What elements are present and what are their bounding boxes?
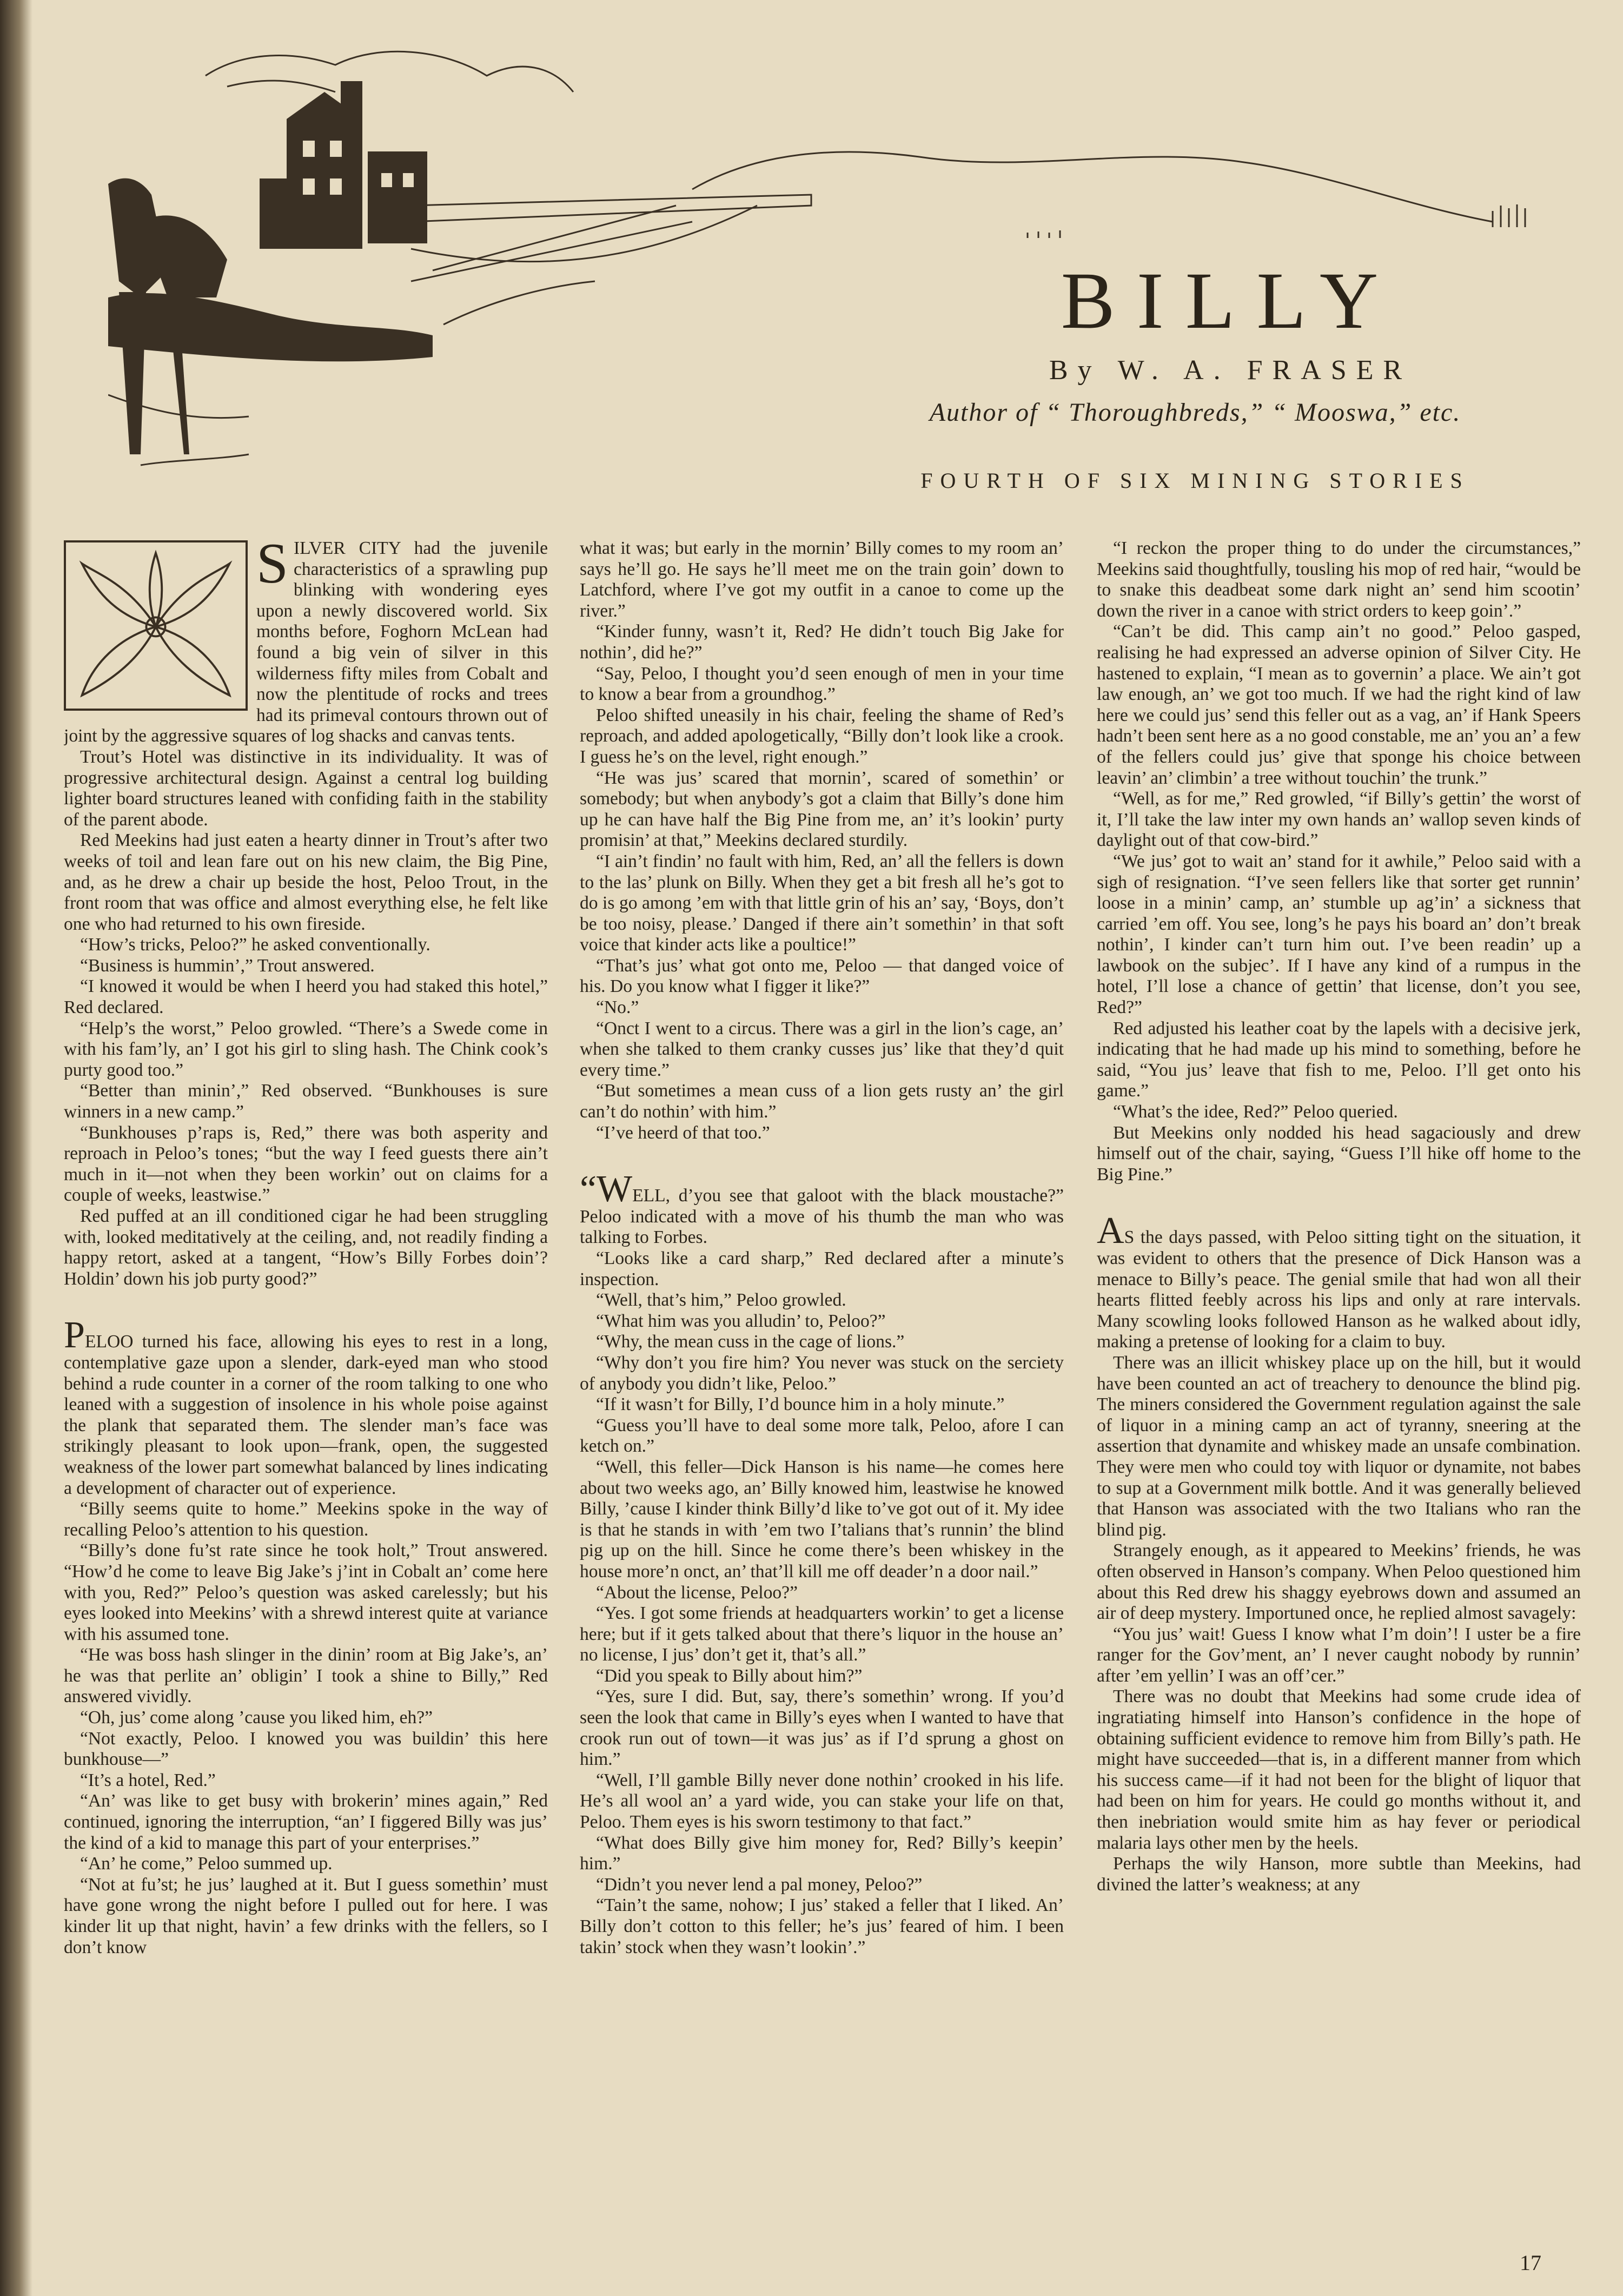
- paragraph-text: “It’s a hotel, Red.”: [80, 1770, 216, 1790]
- article-paragraph: [580, 1895, 1064, 1958]
- paragraph-text: “Didn’t you never lend a pal money, Peloo?”: [596, 1874, 923, 1895]
- article-paragraph: [580, 1686, 1064, 1770]
- paragraph-text: “Not exactly, Peloo. I knowed you was buildin’ this here bunkhouse—”: [64, 1728, 548, 1770]
- section-gap: [1097, 1185, 1581, 1223]
- article-paragraph: [64, 1081, 548, 1122]
- paragraph-text: ELL, d’you see that galoot with the black moustache?” Peloo indicated with a move of his thumb the man who was talking to Forbes.: [580, 1186, 1064, 1248]
- paragraph-text: “Billy’s done fu’st rate since he took holt,” Trout answered. “How’d he come to leave Big Jake’s j’int in Cobalt an’ come here with you, Red?” Peloo’s question was asked carelessly; but his eyes looked into Meekins’ with a shrewd interest quite at variance with his assumed tone.: [64, 1540, 548, 1644]
- paragraph-text: Perhaps the wily Hanson, more subtle than Meekins, had divined the latter’s weakness; at any: [1097, 1854, 1581, 1895]
- paragraph-text: “I ain’t findin’ no fault with him, Red, an’ all the fellers is down to the las’ plunk on Billy. When they get a bit fresh all he’s got to do is go among ’em with that little grin of his an’ say, ‘Boys, don’t be too noisy, please.’ Danged if there ain’t somethin’ in that soft voice that kinder acts like a poultice!”: [580, 851, 1064, 955]
- article-paragraph: [580, 621, 1064, 663]
- article-paragraph: [580, 997, 1064, 1018]
- article-paragraph: [1097, 789, 1581, 851]
- article-paragraph: [64, 1854, 548, 1875]
- article-paragraph: [64, 1499, 548, 1540]
- article-paragraph: [580, 1168, 1064, 1248]
- paragraph-text: Red puffed at an ill conditioned cigar he had been struggling with, looked meditatively at the ceiling, and, not readily finding a happy retort, asked at a tangent, “How’s Billy Forbes doin’? Holdin’ down his job purty good?”: [64, 1206, 548, 1289]
- paragraph-text: “Well, I’ll gamble Billy never done nothin’ crooked in his life. He’s all wool an’ a yard wide, you can stake your life on that, Peloo. Them eyes is his sworn testimony to that fact.”: [580, 1770, 1064, 1832]
- article-paragraph: [580, 1018, 1064, 1081]
- article-paragraph: [580, 1394, 1064, 1415]
- article-paragraph: [64, 747, 548, 830]
- paragraph-text: Peloo shifted uneasily in his chair, feeling the shame of Red’s reproach, and added apologetically, “Billy don’t look like a crook. I guess he’s on the level, right enough.”: [580, 705, 1064, 767]
- article-paragraph: [580, 1875, 1064, 1896]
- article-paragraph: [1097, 1854, 1581, 1895]
- paragraph-text: “If it wasn’t for Billy, I’d bounce him in a holy minute.”: [596, 1394, 1005, 1415]
- article-paragraph: [580, 1123, 1064, 1144]
- paragraph-text: “Well, this feller—Dick Hanson is his name—he comes here about two weeks ago, an’ Billy knowed him, leastwise he knowed Billy, ’cause I kinder think Billy’d like to’ve got out of it. My idee is that he stands in with ’em two I’talians that’s runnin’ the blind pig up on the hill. Since he come there’s been whiskey in the house more’n onct, an’ that’ll kill me off deader’n a door nail.”: [580, 1457, 1064, 1582]
- paragraph-text: “Well, as for me,” Red growled, “if Billy’s gettin’ the worst of it, I’ll take the law inter my own hands an’ wallop seven kinds of daylight out of that cow-bird.”: [1097, 789, 1581, 851]
- paragraph-text: “Tain’t the same, nohow; I jus’ staked a feller that I liked. An’ Billy don’t cotton to this feller; he’s jus’ feared of him. I been takin’ stock when they wasn’t lookin’.”: [580, 1895, 1064, 1957]
- paragraph-text: “But sometimes a mean cuss of a lion gets rusty an’ the girl can’t do nothin’ with him.”: [580, 1081, 1064, 1122]
- paragraph-text: Red adjusted his leather coat by the lapels with a decisive jerk, indicating that he had made up his mind to something, before he said, “You jus’ leave that fish to me, Peloo. I’ll get onto his game.”: [1097, 1018, 1581, 1101]
- paragraph-text: Trout’s Hotel was distinctive in its individuality. It was of progressive architectural design. Against a central log building lighter board structures leaned with confiding faith in the stability of the parent abode.: [64, 746, 548, 830]
- paragraph-text: “What does Billy give him money for, Red? Billy’s keepin’ him.”: [580, 1832, 1064, 1874]
- byline: By W. A. FRASER: [1049, 355, 1412, 386]
- article-paragraph: [580, 664, 1064, 705]
- initial-letter: A: [1097, 1210, 1124, 1252]
- article-paragraph: [580, 1833, 1064, 1875]
- article-paragraph: [580, 1081, 1064, 1122]
- article-paragraph: [64, 1018, 548, 1081]
- article-paragraph: [580, 1666, 1064, 1687]
- paragraph-text: “Bunkhouses p’raps is, Red,” there was both asperity and reproach in Peloo’s tones; “but the way I feed guests there ain’t much in it—not when they been workin’ out on claims for a couple of weeks, leastwise.”: [64, 1122, 548, 1206]
- paragraph-text: “About the license, Peloo?”: [596, 1582, 798, 1603]
- section-gap: [64, 1289, 548, 1327]
- paragraph-text: ILVER CITY had the juvenile characteristics of a sprawling pup blinking with wondering eyes upon a newly discovered world. Six months before, Foghorn McLean had found a big vein of silver in this wilderness fifty miles from Cobalt and now the plentitude of rocks and trees had its primeval contours thrown out of joint by the aggressive squares of log shacks and canvas tents.: [64, 538, 548, 746]
- article-paragraph: [580, 538, 1064, 621]
- paragraph-text: ELOO turned his face, allowing his eyes to rest in a long, contemplative gaze upon a slender, dark-eyed man who stood behind a rude counter in a corner of the room talking to one who leaned with a suggestion of insolence in his whole poise against the plank that separated them. The slender man’s face was strikingly pleasant to look upon—frank, open, the suggested weakness of the lower part somewhat balanced by lines indicating a development of character out of experience.: [64, 1332, 548, 1498]
- paragraph-text: “We jus’ got to wait an’ stand for it awhile,” Peloo said with a sigh of resignation. “I’ve seen fellers like that sorter get runnin’ loose in a minin’ camp, an’ stumble up ag’in’ a sickness that carried ’em off. You see, long’s he pays his board an’ don’t break nothin’, I kinder can’t turn him out. I’ve been readin’ up a lawbook on the subjec’. If I have any kind of a rumpus in the hotel, I’ll lose a chance of gettin’ that license, don’t you see, Red?”: [1097, 851, 1581, 1018]
- paragraph-text: “What’s the idee, Red?” Peloo queried.: [1113, 1102, 1398, 1122]
- paragraph-text: “Yes. I got some friends at headquarters workin’ to get a license here; but if it gets talked about that there’s liquor in the house an’ no license, I jus’ don’t get it, that’s all.”: [580, 1603, 1064, 1665]
- article-paragraph: [1097, 1353, 1581, 1540]
- article-paragraph: [580, 1248, 1064, 1290]
- paragraph-text: “How’s tricks, Peloo?” he asked conventionally.: [80, 935, 430, 955]
- article-paragraph: [64, 1314, 548, 1499]
- article-paragraph: [64, 935, 548, 956]
- article-paragraph: [580, 1603, 1064, 1666]
- article-paragraph: [580, 1311, 1064, 1332]
- article-paragraph: [1097, 1123, 1581, 1186]
- paragraph-text: “I reckon the proper thing to do under the circumstances,” Meekins said thoughtfully, tousling his mop of red hair, “would be to snake this deadbeat some dark night an’ send him scootin’ down the river in a canoe with strict orders to keep goin’.”: [1097, 538, 1581, 621]
- paragraph-text: “An’ he come,” Peloo summed up.: [80, 1854, 333, 1874]
- paragraph-text: Strangely enough, as it appeared to Meekins’ friends, he was often observed in Hanson’s company. When Peloo questioned him about this Red drew his shaggy eyebrows down and assumed an air of deep mystery. Importuned once, he replied almost savagely:: [1097, 1540, 1581, 1624]
- initial-letter: S: [256, 538, 288, 595]
- paragraph-text: There was no doubt that Meekins had some crude idea of ingratiating himself into Hanson’s confidence in the hope of obtaining sufficient evidence to remove him from Billy’s path. He might have succeeded—that is, in a different manner from which his success came—if it had not been for the blight of liquor that had been on him for years. He could go months without it, and then inebriation would smite him as hay fever or periodical malaria lays other men by the heels.: [1097, 1686, 1581, 1853]
- page-number: 17: [1520, 2251, 1541, 2275]
- paragraph-text: “You jus’ wait! Guess I know what I’m doin’! I uster be a fire ranger for the Gov’ment, an’ I never caught nobody by runnin’ after ’em yellin’ I was an off’cer.”: [1097, 1624, 1581, 1686]
- article-paragraph: [580, 705, 1064, 768]
- paragraph-text: what it was; but early in the mornin’ Billy comes to my room an’ says he’ll go. He says he’ll meet me on the train goin’ down to Latchford, where I’ve got my outfit in a canoe to come up the river.”: [580, 538, 1064, 621]
- text-column-1: [64, 538, 548, 2231]
- paragraph-text: “Kinder funny, wasn’t it, Red? He didn’t touch Big Jake for nothin’, did he?”: [580, 621, 1064, 663]
- article-paragraph: [1097, 1624, 1581, 1687]
- paragraph-text: “Oh, jus’ come along ’cause you liked him, eh?”: [80, 1708, 433, 1728]
- paragraph-text: “Why don’t you fire him? You never was stuck on the serciety of anybody you didn’t like, Peloo.”: [580, 1352, 1064, 1394]
- article-paragraph: [1097, 1686, 1581, 1854]
- text-column-2: [580, 538, 1064, 2231]
- text-column-3: [1097, 538, 1581, 2231]
- paragraph-text: “Better than minin’,” Red observed. “Bunkhouses is sure winners in a new camp.”: [64, 1081, 548, 1122]
- article-paragraph: [580, 1332, 1064, 1353]
- article-paragraph: [1097, 851, 1581, 1018]
- paragraph-text: “He was boss hash slinger in the dinin’ room at Big Jake’s, an’ he was that perlite an’ obligin’ I took a shine to Billy,” Red answered vividly.: [64, 1645, 548, 1707]
- series-note: FOURTH OF SIX MINING STORIES: [920, 468, 1470, 493]
- article-paragraph: [64, 1875, 548, 1958]
- article-paragraph: [64, 1770, 548, 1791]
- ornamental-initial: [64, 540, 248, 711]
- article-paragraph: [64, 1729, 548, 1770]
- article-paragraph: [580, 851, 1064, 956]
- paragraph-text: “Yes, sure I did. But, say, there’s somethin’ wrong. If you’d seen the look that came in Billy’s eyes when I wanted to have that crook run out of town—it was jus’ as if I’d sprung a ghost on him.”: [580, 1686, 1064, 1770]
- section-gap: [580, 1143, 1064, 1181]
- initial-letter: “W: [580, 1168, 633, 1210]
- article-paragraph: [580, 1770, 1064, 1833]
- article-paragraph: [1097, 1540, 1581, 1624]
- paragraph-text: S the days passed, with Peloo sitting tight on the situation, it was evident to others that the presence of Dick Hanson was a menace to Billy’s peace. The genial smile that had won all their hearts flitted feebly across his lips and only at rare intervals. Many scowling looks followed Hanson as he walked about idly, making a pretense of looking for a claim to buy.: [1097, 1227, 1581, 1352]
- paragraph-text: “An’ was like to get busy with brokerin’ mines again,” Red continued, ignoring the interruption, “an’ I figgered Billy was jus’ the kind of a kid to manage this part of your enterprises.”: [64, 1791, 548, 1853]
- article-paragraph: [64, 1206, 548, 1289]
- article-paragraph: [1097, 1102, 1581, 1123]
- article-paragraph: [64, 956, 548, 977]
- article-paragraph: [580, 1583, 1064, 1604]
- paragraph-text: “Not at fu’st; he jus’ laughed at it. But I guess somethin’ must have gone wrong the night before I pulled out for here. I was kinder lit up that night, havin’ a few drinks with the fellers, so I don’t know: [64, 1874, 548, 1957]
- paragraph-text: “Business is hummin’,” Trout answered.: [80, 955, 375, 976]
- article-paragraph: [64, 1645, 548, 1708]
- article-paragraph: [580, 956, 1064, 997]
- article-paragraph: [64, 830, 548, 935]
- story-title: BILLY: [1061, 256, 1400, 346]
- article-paragraph: [64, 976, 548, 1018]
- paragraph-text: “Can’t be did. This camp ain’t no good.” Peloo gasped, realising he had expressed an adverse opinion of Silver City. He hastened to explain, “I mean as to governin’ a place. We ain’t got law enough, an’ we got too much. If we had the right kind of law here we could jus’ send this feller out as a vag, an’ if Hank Speers hadn’t been sent here as a no good constable, me an’ you an’ a few of the fellers could jus’ give that sponge his choice between leavin’ an’ climbin’ a tree without touchin’ the trunk.”: [1097, 621, 1581, 788]
- paragraph-text: Red Meekins had just eaten a hearty dinner in Trout’s after two weeks of toil and lean fare out on his new claim, the Big Pine, and, as he drew a chair up beside the host, Peloo Trout, in the front room that was office and almost everything else, he felt like one who had returned to his own fireside.: [64, 830, 548, 934]
- paragraph-text: But Meekins only nodded his head sagaciously and drew himself out of the chair, saying, “Guess I’ll hike off home to the Big Pine.”: [1097, 1122, 1581, 1185]
- article-paragraph: [1097, 1210, 1581, 1353]
- paragraph-text: “Say, Peloo, I thought you’d seen enough of men in your time to know a bear from a groundhog.”: [580, 663, 1064, 705]
- paragraph-text: “Onct I went to a circus. There was a girl in the lion’s cage, an’ when she talked to them cranky cusses jus’ like that they’d quit every time.”: [580, 1018, 1064, 1080]
- paragraph-text: “Billy seems quite to home.” Meekins spoke in the way of recalling Peloo’s attention to his question.: [64, 1499, 548, 1540]
- paragraph-text: “He was jus’ scared that mornin’, scared of somethin’ or somebody; but when anybody’s got a claim that Billy’s done him up he can have half the Big Pine from me, an’ it’s lookin’ purty promisin’ at that,” Meekins declared sturdily.: [580, 767, 1064, 851]
- initial-letter: P: [64, 1314, 85, 1357]
- paragraph-text: “Did you speak to Billy about him?”: [596, 1665, 863, 1686]
- article-paragraph: [580, 1457, 1064, 1583]
- article-paragraph: [1097, 538, 1581, 621]
- paragraph-text: “Why, the mean cuss in the cage of lions.”: [596, 1332, 905, 1352]
- article-paragraph: [1097, 1018, 1581, 1102]
- article-paragraph: [64, 1123, 548, 1206]
- author-note: Author of “ Thoroughbreds,” “ Mooswa,” etc.: [929, 398, 1461, 427]
- article-paragraph: [1097, 621, 1581, 789]
- article-paragraph: [580, 768, 1064, 851]
- article-paragraph: [64, 1791, 548, 1854]
- paragraph-text: “I knowed it would be when I heerd you had staked this hotel,” Red declared.: [64, 976, 548, 1018]
- paragraph-text: There was an illicit whiskey place up on the hill, but it would have been counted an act of treachery to denounce the blind pig. The miners considered the Government regulation against the sale of liquor in a mining camp an act of tyranny, sneering at the assertion that dynamite and whiskey made an unsafe combination. They were men who could toy with liquor or dynamite, not babes to sup at a Government milk bottle. And it was generally believed that Hanson was associated with the two Italians who ran the blind pig.: [1097, 1352, 1581, 1540]
- paragraph-text: “Guess you’ll have to deal some more talk, Peloo, afore I can ketch on.”: [580, 1415, 1064, 1457]
- paragraph-text: “What him was you alludin’ to, Peloo?”: [596, 1311, 886, 1331]
- page-gutter-shadow: [0, 0, 32, 2296]
- article-paragraph: [580, 1353, 1064, 1394]
- paragraph-text: “That’s jus’ what got onto me, Peloo — that danged voice of his. Do you know what I figger it like?”: [580, 955, 1064, 997]
- article-paragraph: [64, 1540, 548, 1645]
- paragraph-text: “No.”: [596, 997, 639, 1018]
- paragraph-text: “Help’s the worst,” Peloo growled. “There’s a Swede come in with his fam’ly, an’ I got his girl to sling hash. The Chink cook’s purty good too.”: [64, 1018, 548, 1080]
- article-paragraph: [580, 1415, 1064, 1457]
- article-paragraph: [580, 1290, 1064, 1311]
- paragraph-text: “Well, that’s him,” Peloo growled.: [596, 1290, 846, 1311]
- paragraph-text: “I’ve heerd of that too.”: [596, 1122, 770, 1143]
- paragraph-text: “Looks like a card sharp,” Red declared after a minute’s inspection.: [580, 1248, 1064, 1289]
- article-paragraph: [64, 1708, 548, 1729]
